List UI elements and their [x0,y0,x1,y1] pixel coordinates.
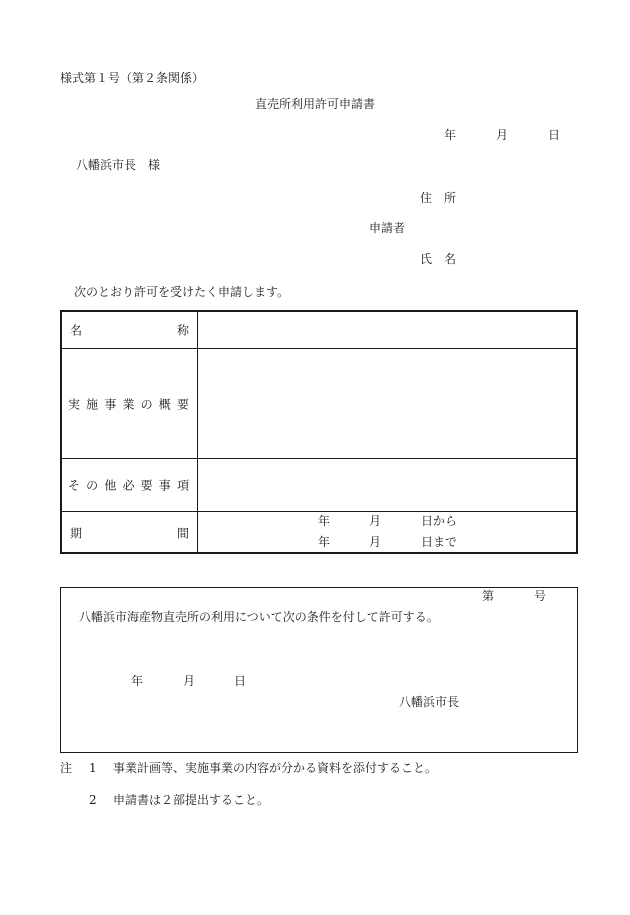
note-1-text: 事業計画等、実施事業の内容が分かる資料を添付すること。 [113,761,438,775]
note-2-number: 2 [89,793,97,807]
applicant-label: 申請者 [369,221,406,235]
period-from-day: 日から [421,514,458,528]
table-row-period [62,512,576,554]
label-other: そ の 他 必 要 事 項 [68,478,189,493]
approval-number-label: 第 [482,589,495,603]
approval-date-year: 年 [131,674,144,688]
name-label: 氏 名 [420,252,457,266]
label-overview: 実 施 事 業 の 概 要 [68,397,189,411]
date-month: 月 [496,128,509,142]
note-1-number: 1 [89,761,97,775]
address-label: 住 所 [420,191,457,205]
approval-issuer: 八幡浜市長 [399,695,460,709]
approval-text: 八幡浜市海産物直売所の利用について次の条件を付して許可する。 [79,610,439,624]
label-period: 期 間 [70,526,189,541]
approval-number-suffix: 号 [534,589,547,603]
notes-label: 注 [60,761,73,775]
approval-date-day: 日 [234,674,247,688]
period-to-day: 日まで [421,535,458,549]
intro-text: 次のとおり許可を受けたく申請します。 [74,285,290,299]
table-row-name [62,312,576,349]
approval-box [60,587,578,753]
date-year: 年 [444,128,457,142]
period-from-year: 年 [318,514,331,528]
period-from-month: 月 [369,514,382,528]
date-day: 日 [548,128,561,142]
form-number: 様式第１号（第２条関係） [60,71,205,85]
application-table [60,310,578,554]
approval-date-month: 月 [183,674,196,688]
addressee: 八幡浜市長 様 [76,158,161,172]
label-name: 名 称 [70,323,189,338]
label-cell [62,349,198,458]
label-cell [62,512,198,554]
period-to-month: 月 [369,535,382,549]
label-cell [62,459,198,511]
label-cell [62,312,198,348]
table-row-overview [62,349,576,459]
period-to-year: 年 [318,535,331,549]
table-row-other [62,459,576,512]
document-title: 直売所利用許可申請書 [255,97,376,111]
note-2-text: 申請書は２部提出すること。 [113,793,270,807]
